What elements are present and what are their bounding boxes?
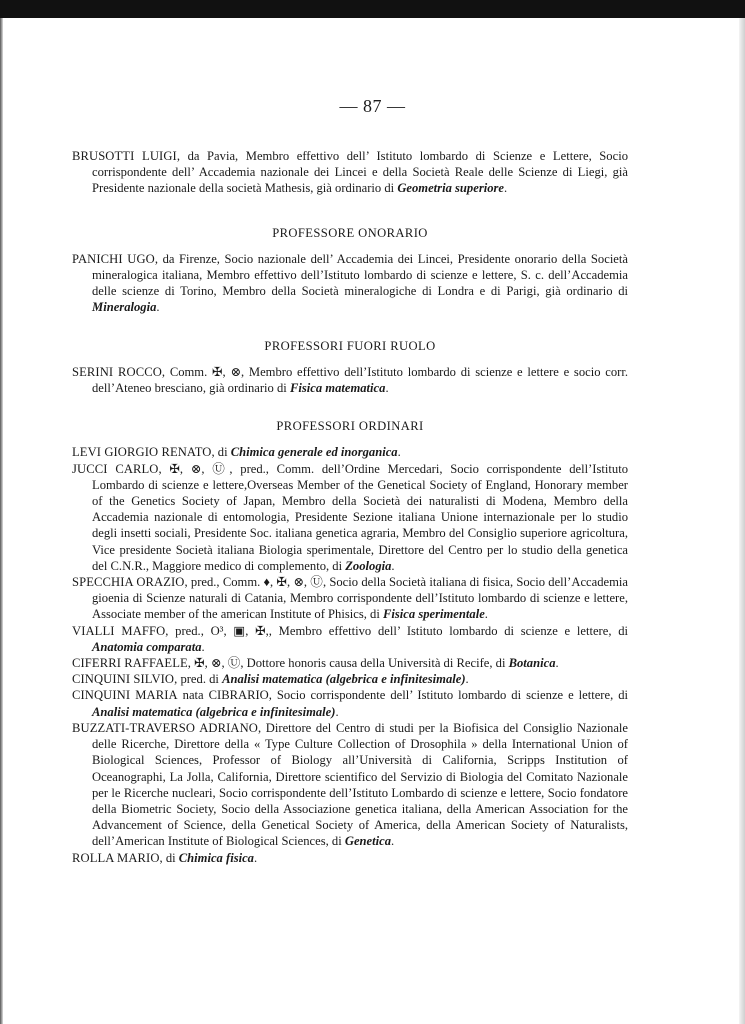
entry-end: . [397,445,401,460]
entry-name: BUZZATI-TRAVERSO ADRIANO [72,720,258,735]
section-heading-onorario: PROFESSORE ONORARIO [272,225,428,240]
entry-name: ROLLA MARIO [72,850,160,865]
entry-name: SERINI ROCCO [72,364,162,379]
entry-subject: Chimica fisica [178,850,254,865]
entry-text: , di [211,445,231,460]
entry-name: CINQUINI SILVIO [72,672,175,687]
entry-end: . [156,300,160,315]
entry-text: , di [159,850,179,865]
entry-name: JUCCI CARLO [72,461,159,476]
entry-brusotti [72,148,628,197]
entry-specchia [72,574,628,623]
entry-end: . [385,381,389,396]
entry-text: , da Pavia, Membro effettivo dell’ Istituto lombardo di Scienze e Lettere, Socio corrispondente dell’ Accademia nazionale dei Lincei e della Società Reale delle Scienze di Liegi, già Presidente nazionale della società Mathesis, già ordinario di [92,149,628,196]
entry-text: , Comm. ✠, ⊗, Membro effettivo dell’Istituto lombardo di scienze e lettere e socio corr. dell’Ateneo bresciano, già ordinario di [92,364,628,396]
entry-subject: Analisi matematica (algebrica e infinitesimale) [222,672,466,687]
entry-subject: Geometria superiore [397,181,505,196]
entry-name: CINQUINI MARIA [72,688,178,703]
entry-subject: Anatomia comparata [92,639,202,654]
entry-end: . [555,656,559,671]
entry-name: CIFERRI RAFFAELE [72,656,188,671]
entry-cinquini-silvio [72,671,628,687]
entry-name: SPECCHIA ORAZIO [72,575,185,590]
entry-end: . [391,834,395,849]
entry-name: BRUSOTTI LUIGI [72,149,177,163]
entry-subject: Analisi matematica (algebrica e infinitesimale) [92,704,336,719]
entry-subject: Botanica [508,656,556,671]
scan-top-border [0,0,745,18]
scan-left-edge [0,18,3,1024]
entry-text: , pred., Comm. ♦, ✠, ⊗, Ⓤ, Socio della Società italiana di fisica, Socio dell’Accademia gioenia di Scienze naturali di Catania, Membro corrispondente dell’Istituto lombardo di scienze e lettere, Associate member of the american Institute of Phisics, di [92,575,628,622]
entry-end: . [335,704,339,719]
entry-name: PANICHI UGO [72,251,155,266]
section-heading-ordinari: PROFESSORI ORDINARI [276,419,424,434]
entry-text: nata CIBRARIO, Socio corrispondente dell’ Istituto lombardo di scienze e lettere, di [177,688,628,703]
entry-cinquini-maria [72,687,628,719]
entry-end: . [484,607,488,622]
entry-end: . [391,558,395,573]
entry-end: . [201,639,205,654]
entry-subject: Fisica matematica [289,381,386,396]
scan-right-edge [739,18,745,1024]
entry-text: , Direttore del Centro di studi per la Biofisica del Consiglio Nazionale delle Ricerche, Direttore della « Type Culture Collection of Drosophila » della International Union of Biological Sciences, Professor of Biology all’Università di California, Scripps Institution of Oceanographi, La Jolla, California, Direttore scientifico del Servizio di Biologia del Comitato Nazionale per le Ricerche nucleari, Socio corrispondente dell’Istituto Lombardo di scienze e lettere, Socio fondatore della Biometric Society, Socio della Associazione genetica italiana, della American Association for the Advancement of Science, della Genetical Society of America, della American Society of Naturalists, dell’American Institute of Biological Sciences, di [92,720,628,849]
entry-subject: Genetica [344,834,392,849]
entry-rolla [72,850,628,866]
entry-name: LEVI GIORGIO RENATO [72,445,212,460]
entry-jucci [72,461,628,574]
entry-text: , da Firenze, Socio nazionale dell’ Accademia dei Lincei, Presidente onorario della Società mineralogica italiana, Membro effettivo dell’Istituto lombardo di scienze e lettere, S. c. dell’Accademia delle scienze di Torino, Membro della Società mineralogiche di Londra e di Parigi, già ordinario di [92,251,628,299]
entry-subject: Chimica generale ed inorganica [230,445,398,460]
entry-name: VIALLI MAFFO [72,623,166,638]
page-number: — 87 — [339,96,406,116]
section-heading-fuori-ruolo: PROFESSORI FUORI RUOLO [264,338,436,353]
entry-end: . [504,181,508,196]
entry-text: , ✠, ⊗, Ⓤ, Dottore honoris causa della Università di Recife, di [187,656,509,671]
entry-ciferri [72,655,628,671]
entry-subject: Mineralogia [92,300,157,315]
entry-text: , ✠, ⊗, Ⓤ, pred., Comm. dell’Ordine Mercedari, Socio corrispondente dell’Istituto Lombardo di scienze e lettere,Overseas Member of the Genetical Society of England, Honorary member of the Genetics Society of Japan, Membro della Società dei naturalisti di Modena, Membro della Accademia nazionale di entomologia, Presidente Sezione italiana Unione internazionale per lo studio degli insetti sociali, Presidente Soc. italiana genetica agraria, Membro del Consiglio superiore agricoltura, Vice presidente Società italiana Biologia sperimentale, Direttore del Centro per lo studio della genetica del C.N.R., Maggiore medico di complemento, di [92,461,628,573]
entry-text: , pred. di [174,672,223,687]
entry-end: . [465,672,469,687]
faculty-listing [72,148,628,866]
entry-panichi [72,251,628,316]
entry-end: . [253,850,258,865]
entry-vialli [72,623,628,655]
entry-subject: Zoologia [345,558,392,573]
entry-levi [72,444,628,460]
entry-serini [72,364,628,396]
entry-text: , pred., O³, ▣, ✠,, Membro effettivo dell’ Istituto lombardo di scienze e lettere, di [165,623,628,638]
entry-subject: Fisica sperimentale [382,607,485,622]
entry-buzzati-traverso [72,720,628,850]
